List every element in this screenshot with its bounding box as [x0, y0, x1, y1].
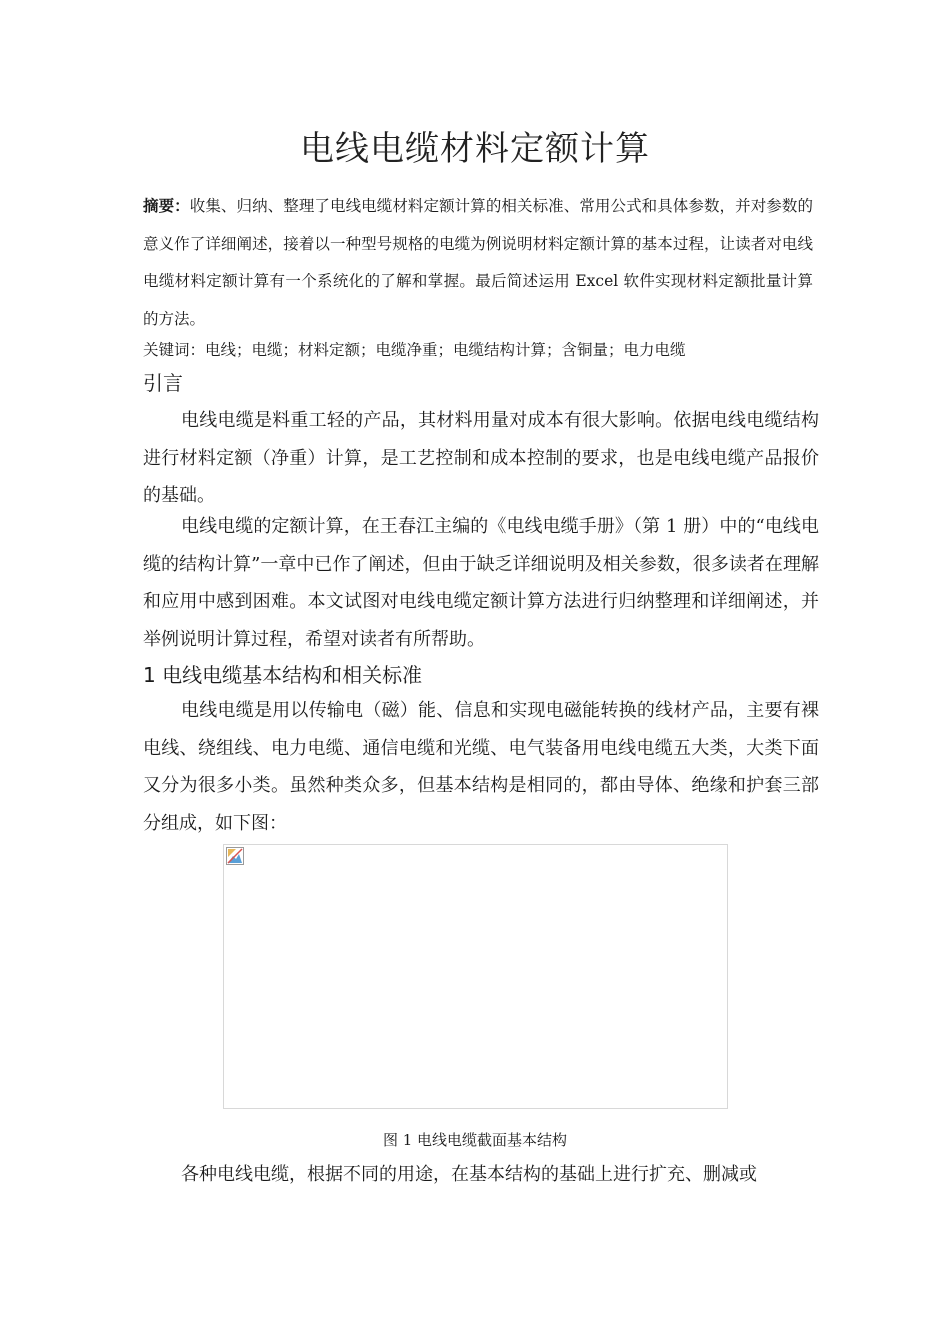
intro-paragraph-2: 电线电缆的定额计算，在王春江主编的《电线电缆手册》（第 1 册）中的“电线电缆的结构计算”一章中已作了阐述，但由于缺乏详细说明及相关参数，很多读者在理解和应用中感到困难。本文试图对电线电缆定额计算方法进行归纳整理和详细阐述，并举例说明计算过程，希望对读者有所帮助。: [143, 516, 819, 650]
keywords-text: 电线；电缆；材料定额；电缆净重；电缆结构计算；含铜量；电力电缆: [205, 341, 686, 359]
figure-1-placeholder: [223, 844, 728, 1109]
intro-paragraph-1: 电线电缆是料重工轻的产品，其材料用量对成本有很大影响。依据电线电缆结构进行材料定额（净重）计算，是工艺控制和成本控制的要求，也是电线电缆产品报价的基础。: [143, 410, 819, 506]
keywords-label: 关键词：: [143, 341, 206, 359]
abstract: [143, 188, 813, 338]
figure-1-caption: 图 1 电线电缆截面基本结构: [382, 1131, 568, 1149]
keywords: [143, 336, 813, 364]
section-1-paragraph: 电线电缆是用以传输电（磁）能、信息和实现电磁能转换的线材产品，主要有裸电线、绕组线、电力电缆、通信电缆和光缆、电气装备用电线电缆五大类，大类下面又分为很多小类。虽然种类众多，但基本结构是相同的，都由导体、绝缘和护套三部分组成，如下图：: [143, 700, 819, 834]
broken-image-icon: [226, 847, 244, 865]
abstract-label: 摘要：: [143, 197, 190, 215]
document-title: 电线电缆材料定额计算: [300, 129, 650, 169]
section-heading-1: 1 电线电缆基本结构和相关标准: [143, 663, 423, 687]
section-heading-intro: 引言: [143, 371, 183, 395]
abstract-text: 收集、归纳、整理了电线电缆材料定额计算的相关标准、常用公式和具体参数，并对参数的意义作了详细阐述，接着以一种型号规格的电缆为例说明材料定额计算的基本过程，让读者对电线电缆材料定额计算有一个系统化的了解和掌握。最后简述运用 Excel 软件实现材料定额批量计算的方法。: [143, 197, 813, 328]
section-1-continuation: 各种电线电缆，根据不同的用途，在基本结构的基础上进行扩充、删减或: [181, 1164, 757, 1185]
